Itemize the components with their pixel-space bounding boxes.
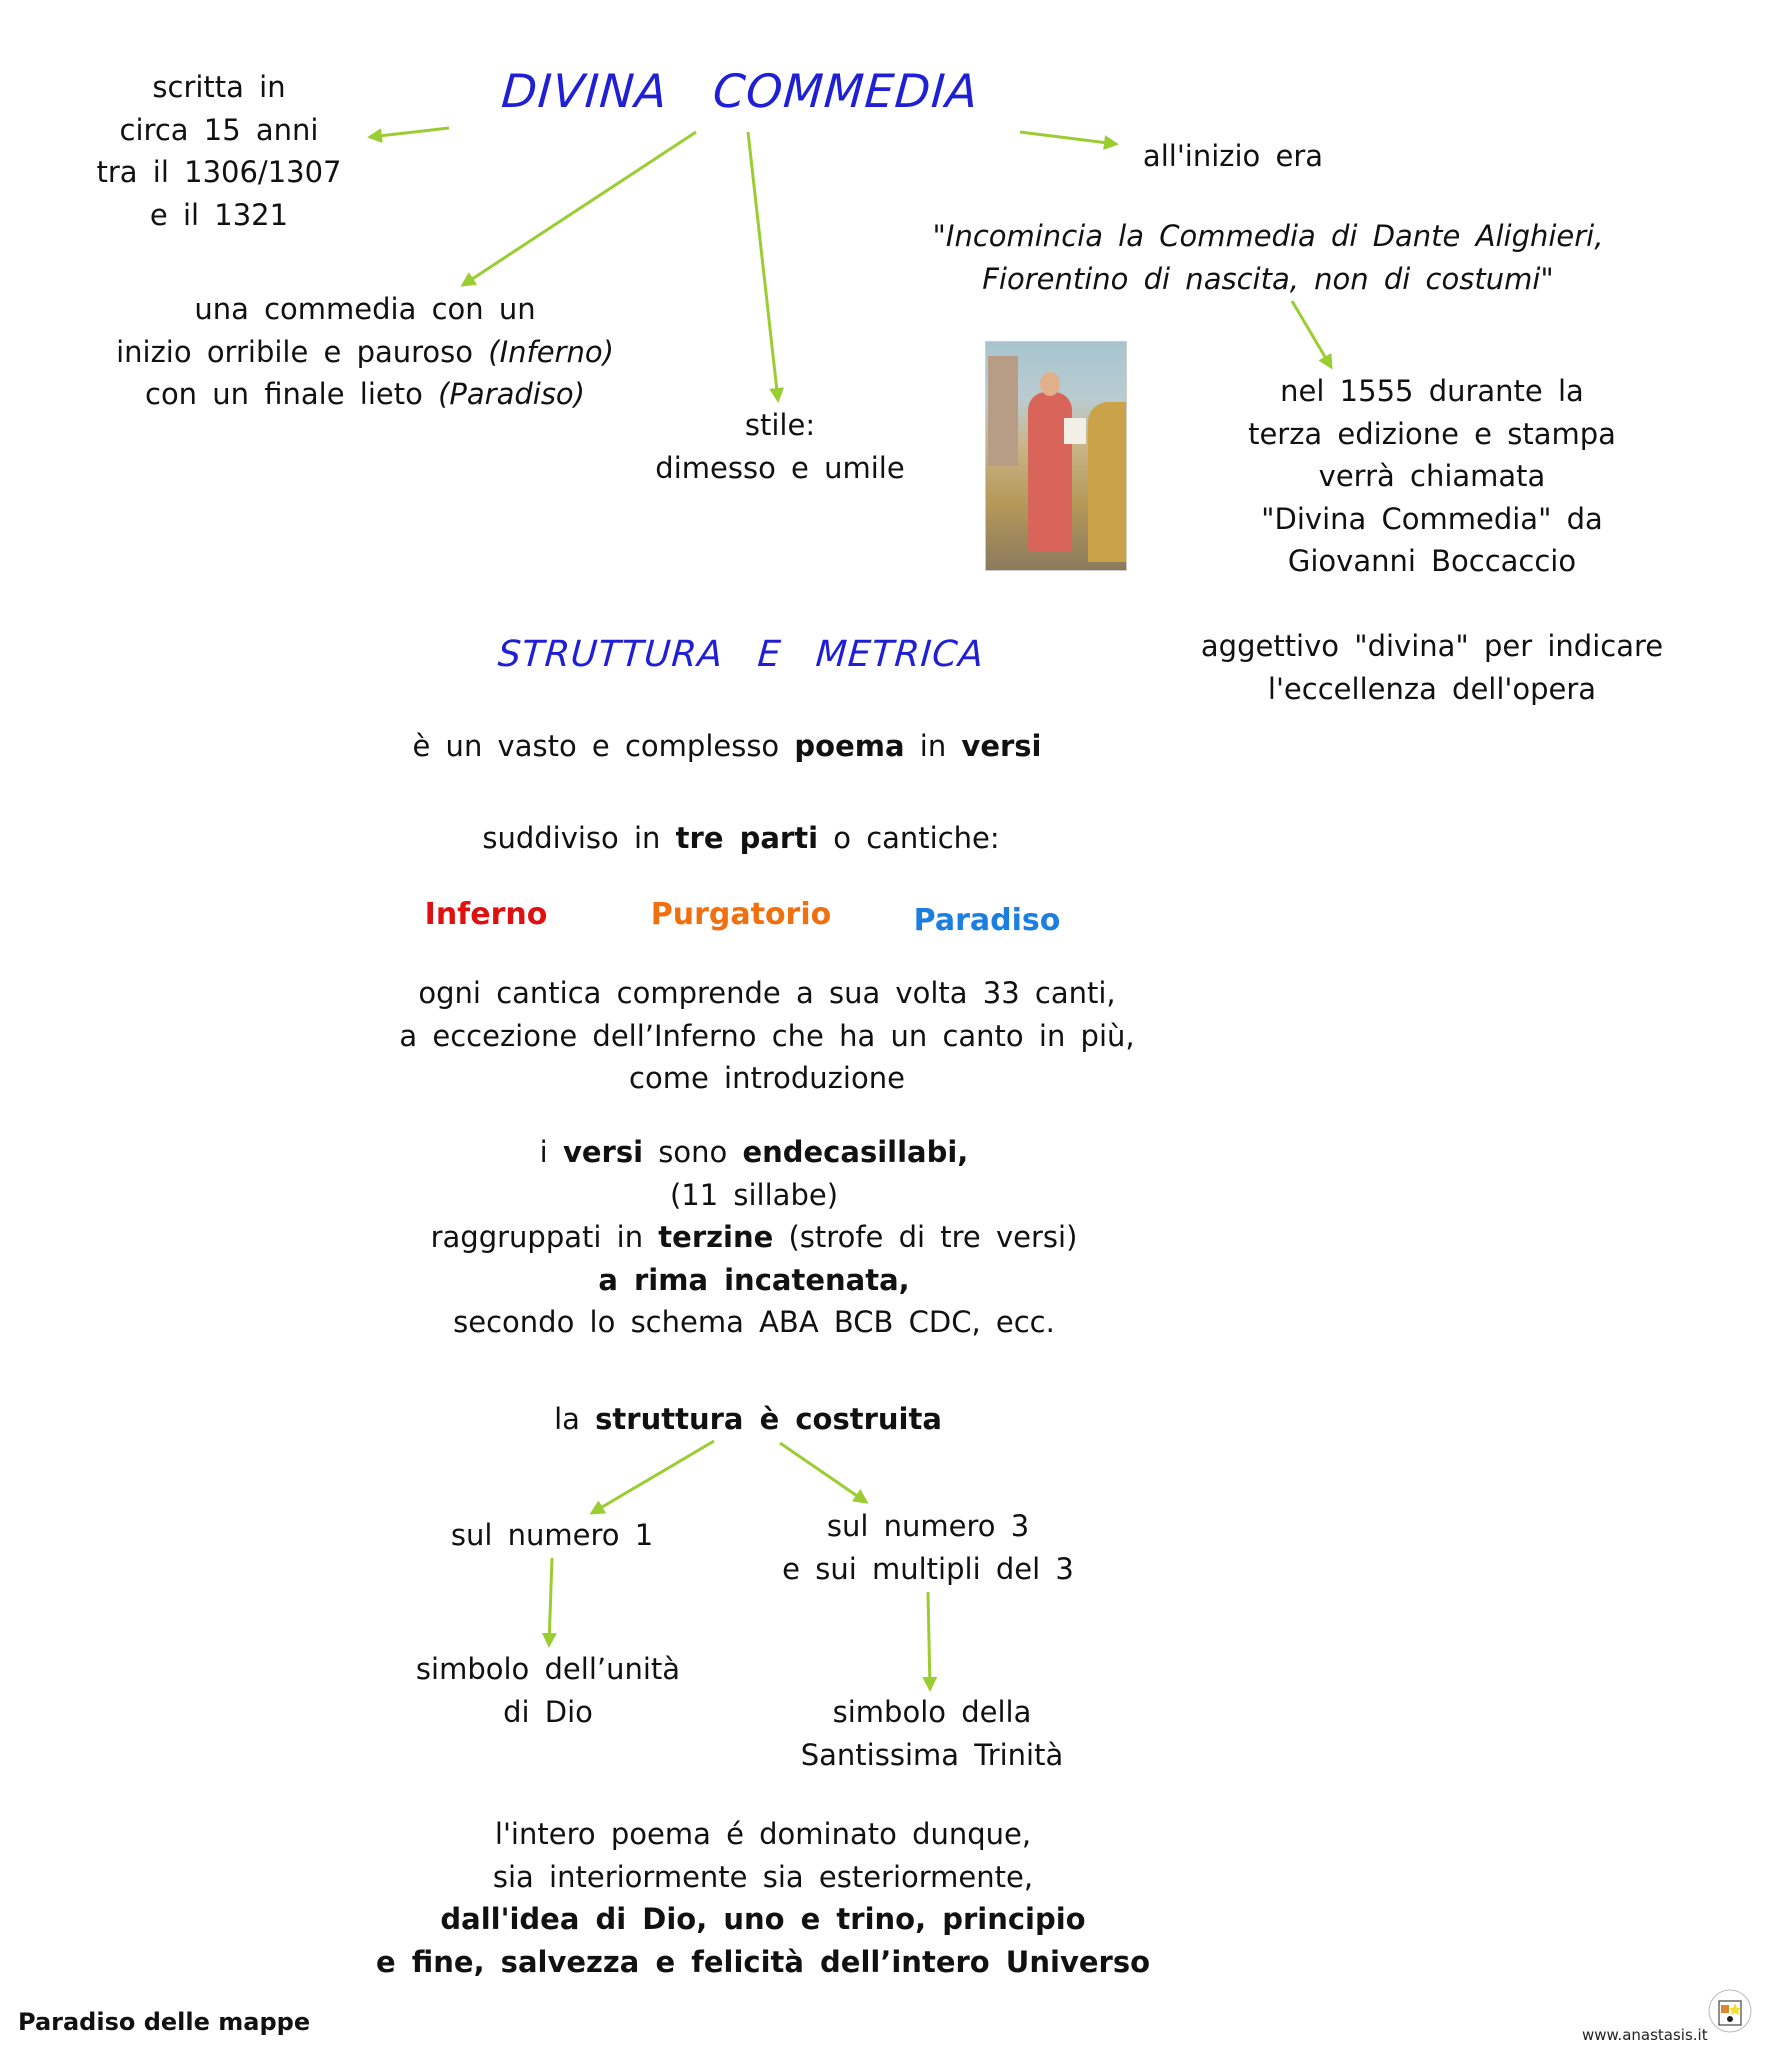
text-segment: endecasillabi, xyxy=(742,1135,969,1169)
text-line xyxy=(97,109,342,152)
numero3-node xyxy=(782,1505,1074,1590)
text-line xyxy=(376,1813,1150,1856)
text-segment: in xyxy=(904,729,962,763)
commedia-node xyxy=(116,288,614,416)
text-segment: secondo lo schema ABA BCB CDC, ecc. xyxy=(453,1305,1055,1339)
text-segment: dimesso e umile xyxy=(655,450,905,485)
text-segment: (strofe di tre versi) xyxy=(773,1220,1078,1254)
text-line xyxy=(416,1691,680,1734)
unita-node xyxy=(416,1648,680,1733)
text-line xyxy=(782,1548,1074,1591)
arrow-numero3-trinita xyxy=(928,1592,930,1689)
text-line xyxy=(1248,498,1616,541)
text-line xyxy=(97,66,342,109)
text-segment: simbolo della xyxy=(832,1695,1032,1729)
text-segment: suddiviso in xyxy=(482,821,676,855)
text-line xyxy=(376,1898,1150,1941)
text-line xyxy=(431,1174,1078,1217)
text-segment: dall'idea di Dio, uno e trino, principio xyxy=(440,1902,1086,1936)
text-segment: sul numero 3 xyxy=(826,1509,1030,1543)
trinita-node xyxy=(801,1691,1064,1776)
text-segment: a eccezione dell’Inferno che ha un canto in più, xyxy=(399,1018,1135,1053)
text-segment: versi xyxy=(961,729,1042,763)
text-line xyxy=(431,1301,1078,1344)
supermappe-logo-icon xyxy=(1706,1985,1754,2041)
text-segment: all'inizio era xyxy=(1142,139,1324,173)
text-line xyxy=(399,972,1134,1015)
text-segment: sul numero 1 xyxy=(450,1518,654,1552)
text-line xyxy=(97,151,342,194)
text-line xyxy=(399,1057,1134,1100)
numero1-node xyxy=(451,1514,653,1557)
text-segment: con un finale lieto xyxy=(145,377,439,411)
text-line xyxy=(1248,413,1616,456)
text-segment: "Divina Commedia" da xyxy=(1261,501,1603,536)
dante-portrait-image xyxy=(985,341,1127,571)
text-line xyxy=(451,1514,653,1557)
text-segment: "Incomincia la Commedia di Dante Alighieri, xyxy=(932,219,1604,253)
text-segment: Fiorentino di nascita, non di costumi" xyxy=(982,261,1554,296)
struttura-node xyxy=(554,1398,942,1441)
text-segment: e il 1321 xyxy=(149,197,289,232)
text-line xyxy=(376,1856,1150,1899)
poema-node xyxy=(413,725,1042,768)
text-line xyxy=(1201,625,1663,668)
text-segment: l'eccellenza dell'opera xyxy=(1267,671,1597,706)
aggettivo-node xyxy=(1201,625,1663,710)
text-segment: poema xyxy=(794,729,905,763)
text-segment: come introduzione xyxy=(629,1061,905,1095)
text-line xyxy=(97,194,342,237)
text-line xyxy=(482,817,999,860)
text-line xyxy=(399,1015,1134,1058)
arrow-title-periodo xyxy=(370,128,449,137)
text-segment: versi xyxy=(562,1135,644,1169)
arrow-citazione-nome xyxy=(1292,301,1331,367)
text-segment: o cantiche: xyxy=(818,821,1000,855)
text-segment: e fine, salvezza e felicità dell’intero Universo xyxy=(376,1944,1150,1979)
text-segment: ogni cantica comprende a sua volta 33 canti, xyxy=(418,976,1116,1010)
canti-node xyxy=(399,972,1134,1100)
citazione-node xyxy=(933,215,1604,300)
arrow-title-inizio xyxy=(1020,132,1116,144)
stile-node xyxy=(655,404,904,489)
text-line xyxy=(933,258,1604,301)
text-segment: una commedia con un xyxy=(194,292,536,326)
text-line xyxy=(1248,370,1616,413)
cantica-purgatorio: Purgatorio xyxy=(650,897,832,932)
text-line xyxy=(1248,540,1616,583)
text-segment: i xyxy=(539,1135,563,1169)
text-segment: sono xyxy=(643,1135,743,1169)
text-segment: tra il 1306/1307 xyxy=(96,155,342,189)
footer-url[interactable]: www.anastasis.it xyxy=(1582,2026,1708,2044)
conclusione-node xyxy=(376,1813,1150,1983)
text-segment: aggettivo "divina" per indicare xyxy=(1200,629,1664,663)
text-line xyxy=(413,725,1042,768)
text-line xyxy=(116,288,614,331)
text-line xyxy=(416,1648,680,1691)
arrow-numero1-unita xyxy=(549,1558,552,1645)
text-segment: circa 15 anni xyxy=(119,112,319,147)
arrow-title-stile xyxy=(748,132,778,400)
text-segment: e sui multipli del 3 xyxy=(782,1551,1074,1586)
text-segment: (11 sillabe) xyxy=(669,1177,839,1212)
text-segment: la xyxy=(554,1402,596,1436)
text-segment: terzine xyxy=(658,1220,774,1254)
main-title: DIVINA COMMEDIA xyxy=(499,64,981,118)
text-segment: è un vasto e complesso xyxy=(412,729,795,763)
text-segment: (Inferno) xyxy=(488,334,614,369)
section-title: STRUTTURA E METRICA xyxy=(496,634,986,675)
nome-node xyxy=(1248,370,1616,583)
cantica-paradiso: Paradiso xyxy=(913,903,1061,938)
versi-node xyxy=(431,1131,1078,1344)
text-segment: l'intero poema é dominato dunque, xyxy=(494,1817,1032,1851)
text-segment: di Dio xyxy=(503,1694,593,1729)
text-segment: sia interiormente sia esteriormente, xyxy=(492,1859,1034,1894)
text-line xyxy=(782,1505,1074,1548)
text-segment: simbolo dell’unità xyxy=(415,1652,681,1686)
text-line xyxy=(431,1216,1078,1259)
text-line xyxy=(431,1131,1078,1174)
text-segment: verrà chiamata xyxy=(1318,459,1546,493)
text-segment: tre parti xyxy=(675,821,819,855)
text-line xyxy=(1248,455,1616,498)
text-segment: struttura è costruita xyxy=(595,1402,942,1436)
inizio-node xyxy=(1143,135,1323,178)
text-segment: (Paradiso) xyxy=(438,377,585,411)
suddiviso-node xyxy=(482,817,999,860)
text-segment: Giovanni Boccaccio xyxy=(1287,544,1577,578)
text-line xyxy=(1143,135,1323,178)
text-line xyxy=(116,331,614,374)
periodo-node xyxy=(97,66,342,236)
text-segment: nel 1555 durante la xyxy=(1280,374,1584,408)
text-line xyxy=(431,1259,1078,1302)
footer-brand: Paradiso delle mappe xyxy=(18,2008,311,2036)
arrow-struttura-numero1 xyxy=(592,1441,714,1513)
text-line xyxy=(1201,668,1663,711)
cantica-inferno: Inferno xyxy=(424,897,548,932)
text-segment: a rima incatenata, xyxy=(598,1262,910,1297)
text-line xyxy=(655,404,904,447)
text-segment: inizio orribile e pauroso xyxy=(116,334,489,369)
text-line xyxy=(801,1691,1064,1734)
text-line xyxy=(933,215,1604,258)
text-segment: stile: xyxy=(744,408,816,442)
text-segment: raggruppati in xyxy=(430,1220,659,1254)
text-line xyxy=(554,1398,942,1441)
text-line xyxy=(116,373,614,416)
text-segment: terza edizione e stampa xyxy=(1248,416,1616,451)
arrow-struttura-numero3 xyxy=(780,1443,866,1502)
text-line xyxy=(655,447,904,490)
text-line xyxy=(801,1734,1064,1777)
arrow-title-commedia xyxy=(463,132,696,285)
text-segment: scritta in xyxy=(152,70,286,104)
text-line xyxy=(376,1941,1150,1984)
text-segment: Santissima Trinità xyxy=(800,1737,1064,1772)
